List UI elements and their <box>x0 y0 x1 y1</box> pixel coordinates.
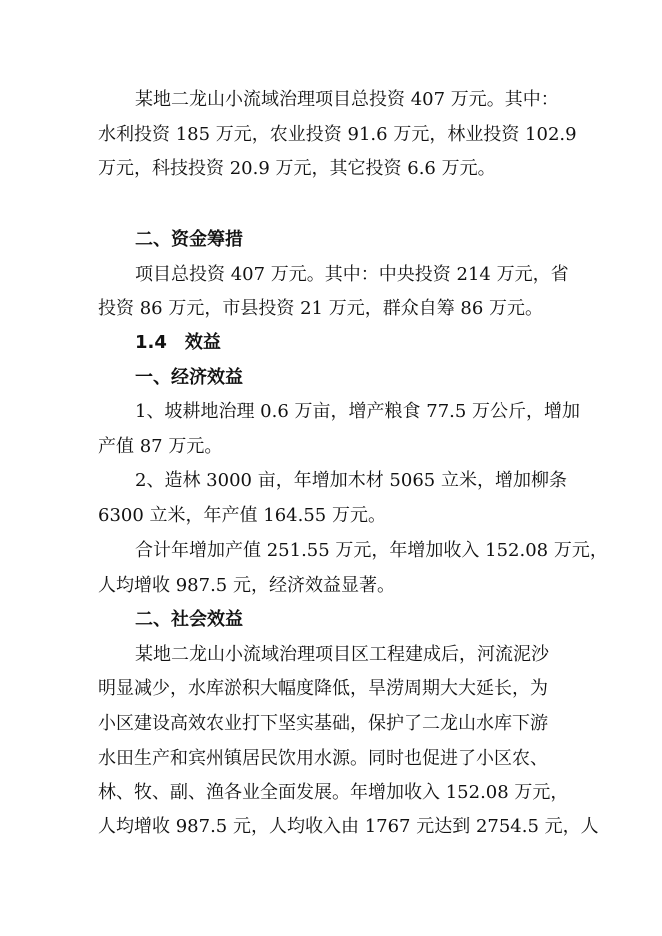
economic-item-1-line-2: 产值 87 万元。 <box>98 436 223 457</box>
social-text-line-2: 明显减少，水库淤积大幅度降低，旱涝周期大大延长，为 <box>98 678 548 699</box>
funding-text-line-1: 项目总投资 407 万元。其中：中央投资 214 万元，省 <box>135 264 569 285</box>
economic-total-line-1: 合计年增加产值 251.55 万元，年增加收入 152.08 万元， <box>135 540 608 561</box>
social-text-line-1: 某地二龙山小流域治理项目区工程建成后，河流泥沙 <box>135 644 549 665</box>
funding-text-line-2: 投资 86 万元，市县投资 21 万元，群众自筹 86 万元。 <box>98 298 544 319</box>
social-benefit-heading: 二、社会效益 <box>135 609 243 630</box>
investment-text-line-3: 万元，科技投资 20.9 万元，其它投资 6.6 万元。 <box>98 158 496 179</box>
investment-text-line-1: 某地二龙山小流域治理项目总投资 407 万元。其中： <box>135 89 559 110</box>
benefits-heading: 1.4 效益 <box>135 332 221 353</box>
economic-item-2-line-1: 2、造林 3000 亩，年增加木材 5065 立米，增加柳条 <box>135 470 567 491</box>
social-text-line-4: 水田生产和宾州镇居民饮用水源。同时也促进了小区农、 <box>98 748 548 769</box>
economic-item-2-line-2: 6300 立米，年产值 164.55 万元。 <box>98 505 386 526</box>
social-text-line-3: 小区建设高效农业打下坚实基础，保护了二龙山水库下游 <box>98 713 548 734</box>
economic-total-line-2: 人均增收 987.5 元，经济效益显著。 <box>98 575 395 596</box>
funding-heading: 二、资金筹措 <box>135 229 243 250</box>
economic-benefit-heading: 一、经济效益 <box>135 367 243 388</box>
investment-text-line-2: 水利投资 185 万元，农业投资 91.6 万元，林业投资 102.9 <box>98 124 577 145</box>
social-text-line-5: 林、牧、副、渔各业全面发展。年增加收入 152.08 万元， <box>98 782 569 803</box>
economic-item-1-line-1: 1、坡耕地治理 0.6 万亩，增产粮食 77.5 万公斤，增加 <box>135 401 581 422</box>
social-text-line-6: 人均增收 987.5 元，人均收入由 1767 元达到 2754.5 元，人 <box>98 816 599 837</box>
